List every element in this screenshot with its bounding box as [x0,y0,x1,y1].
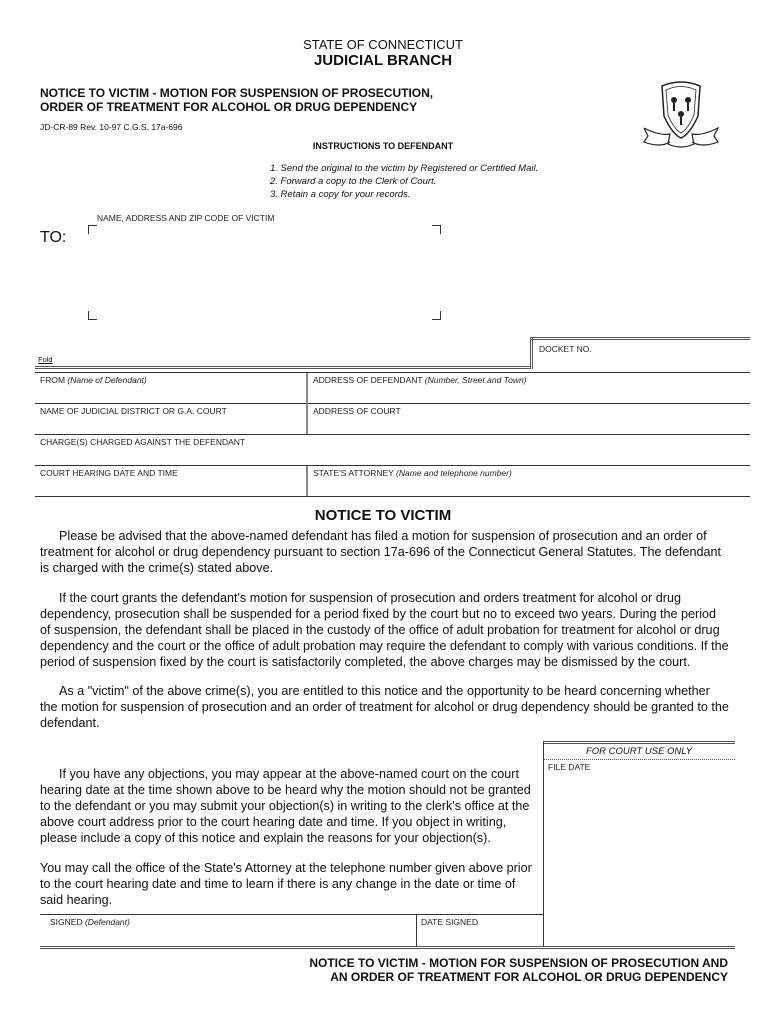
docket-field[interactable] [535,355,747,370]
divider [40,914,543,915]
def-address-note: (Number, Street and Town) [424,375,527,385]
from-note: (Name of Defendant) [67,375,147,385]
notice-paragraph-3: As a "victim" of the above crime(s), you are entitled to this notice and the opportunity to be heard concerning whether the motion for suspension of prosecution and an order of treatment for alcohol or drug dependency should be granted to the defendant. [40,684,729,730]
instruction-item: 2. Forward a copy to the Clerk of Court. [270,176,437,187]
fold-label: Fold [38,355,53,364]
attorney-label [313,468,512,478]
footer-title-line2: AN ORDER OF TREATMENT FOR ALCOHOL OR DRUG DEPENDENCY [330,970,728,984]
from-label [40,375,147,385]
victim-address-label: NAME, ADDRESS AND ZIP CODE OF VICTIM [97,213,275,223]
docket-label: DOCKET NO. [539,344,592,354]
notice-paragraph-1: Please be advised that the above-named defendant has filed a motion for suspension of prosecution and an order of treatment for alcohol or drug dependency pursuant to section 17a-696 of the Connecticut General Statutes. The defendant is charged with the crime(s) stated above. [40,529,721,575]
hearing-label: COURT HEARING DATE AND TIME [40,468,178,478]
attorney-text: STATE'S ATTORNEY [313,468,397,478]
defendant-name-field[interactable] [38,386,303,402]
divider [35,496,750,497]
signed-label [50,917,130,927]
district-field[interactable] [38,417,303,433]
divider [306,373,308,434]
instruction-item: 3. Retain a copy for your records. [270,189,411,200]
notice-paragraph-4: If you have any objections, you may appear at the above-named court on the court hearing date at the time shown above to be heard why the motion should not be granted to the defendant or you may submit your objection(s) in writing to the clerk's office at the above court address prior to the court hearing date and time. If you object in writing, please include a copy of this notice and explain the reasons for your objection(s). [40,767,531,845]
defendant-address-field[interactable] [311,386,747,402]
corner-mark [88,225,97,234]
signed-note: (Defendant) [84,917,130,927]
divider [35,465,750,466]
court-use-heading: FOR COURT USE ONLY [585,746,693,757]
charges-label: CHARGE(S) CHARGED AGAINST THE DEFENDANT [40,437,246,447]
divider [35,372,750,373]
branch-name: JUDICIAL BRANCH [313,52,453,69]
form-title-line2: ORDER OF TREATMENT FOR ALCOHOL OR DRUG DEPENDENCY [40,100,418,114]
notice-paragraph-5: You may call the office of the State's Attorney at the telephone number given above prior to the court hearing date and time to learn if there is any change in the date or time of said hearing. [40,861,532,907]
divider [543,741,735,744]
date-signed-label: DATE SIGNED [421,917,478,927]
divider [530,337,750,340]
file-date-label: FILE DATE [548,762,591,772]
court-address-field[interactable] [311,417,747,433]
attorney-field[interactable] [311,479,747,495]
footer-title-line1: NOTICE TO VICTIM - MOTION FOR SUSPENSION OF PROSECUTION AND [309,956,728,970]
divider [35,434,750,435]
divider [544,759,735,760]
hearing-field[interactable] [38,479,303,495]
form-id: JD-CR-89 Rev. 10-97 C.G.S. 17a-696 [40,122,183,132]
notice-paragraph-2: If the court grants the defendant's motion for suspension of prosecution and orders treatment for alcohol or drug dependency, prosecution shall be suspended for a period fixed by the court but no to exceed two years. During the period of suspension, the defendant shall be placed in the custody of the office of adult probation for treatment for alcohol or drug dependency and the court or the office of adult probation may require the defendant to comply with various conditions. If the period of suspension fixed by the court is satisfactorily completed, the above charges may be dismissed by the court. [40,591,729,669]
divider [416,914,417,946]
defendant-address-label [313,375,527,385]
victim-address-field[interactable] [88,225,440,319]
court-address-label: ADDRESS OF COURT [313,406,401,416]
signature-field[interactable] [44,928,412,944]
form-title-line1: NOTICE TO VICTIM - MOTION FOR SUSPENSION OF PROSECUTION, [40,86,434,100]
signed-text: SIGNED [50,917,85,927]
charges-field[interactable] [38,448,747,464]
divider [530,337,533,369]
notice-heading: NOTICE TO VICTIM [314,507,452,524]
date-signed-field[interactable] [419,928,540,944]
from-text: FROM [40,375,68,385]
corner-mark [432,225,441,234]
divider [306,466,308,496]
instruction-item: 1. Send the original to the victim by Registered or Certified Mail. [270,163,539,174]
state-name: STATE OF CONNECTICUT [303,37,463,52]
district-label: NAME OF JUDICIAL DISTRICT OR G.A. COURT [40,406,227,416]
divider [35,403,750,404]
corner-mark [88,311,97,320]
divider [40,946,735,949]
fold-line [35,366,530,369]
instructions-heading: INSTRUCTIONS TO DEFENDANT [312,141,454,151]
def-address-text: ADDRESS OF DEFENDANT [313,375,425,385]
state-seal-icon [640,78,722,150]
corner-mark [432,311,441,320]
divider [543,741,544,947]
to-label: TO: [40,229,67,246]
attorney-note: (Name and telephone number) [396,468,512,478]
